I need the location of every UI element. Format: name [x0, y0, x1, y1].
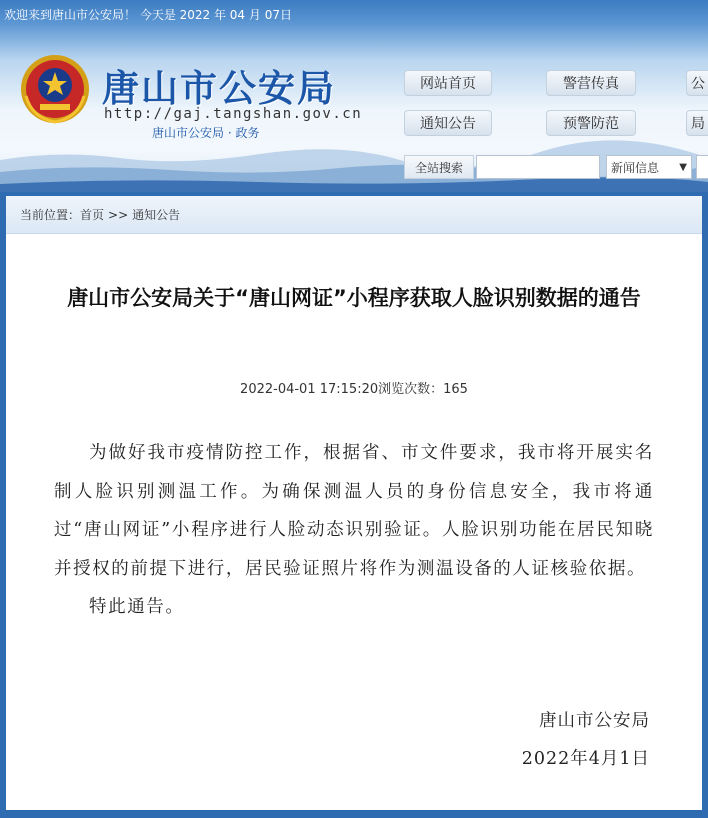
main-content — [6, 196, 702, 810]
article-paragraph: 特此通告。 — [89, 597, 185, 617]
search-category-value: 新闻信息 — [611, 160, 660, 175]
breadcrumb-separator: >> — [108, 207, 129, 222]
article-title: 唐山市公安局关于“唐山网证”小程序获取人脸识别数据的通告 — [67, 286, 641, 310]
nav-home[interactable]: 网站首页 — [404, 70, 492, 96]
breadcrumb-current[interactable]: 通知公告 — [132, 208, 181, 222]
chevron-down-icon: ▼ — [679, 161, 687, 173]
search-label: 全站搜索 — [404, 155, 474, 179]
nav-public[interactable]: 公 — [686, 70, 708, 96]
search-button[interactable] — [696, 155, 708, 179]
article-paragraph: 为做好我市疫情防控工作，根据省、市文件要求，我市将开展实名制人脸识别测温工作。为确保测温人员的身份信息安全，我市将通过“唐山网证”小程序进行人脸动态识别验证。人脸识别功能在居民知晓并授权的前提下进行，居民验证照片将作为测温设备的人证核验依据。 — [54, 443, 654, 579]
site-header — [0, 0, 708, 192]
nav-early-warning[interactable]: 预警防范 — [546, 110, 636, 136]
site-title[interactable]: 唐山市公安局 — [102, 67, 336, 110]
site-subtitle: 唐山市公安局 · 政务 — [152, 126, 260, 140]
nav-police-fax[interactable]: 警营传真 — [546, 70, 636, 96]
article-meta: 2022-04-01 17:15:20浏览次数：165 — [240, 382, 468, 397]
search-input[interactable] — [476, 155, 600, 179]
nav-notices[interactable]: 通知公告 — [404, 110, 492, 136]
signature-org: 唐山市公安局 — [539, 711, 650, 731]
breadcrumb — [6, 196, 702, 234]
site-search — [404, 155, 708, 181]
nav-bureau[interactable]: 局 — [686, 110, 708, 136]
breadcrumb-prefix: 当前位置： — [20, 208, 81, 222]
police-emblem-icon — [18, 52, 92, 126]
site-url: http://gaj.tangshan.gov.cn — [104, 106, 363, 122]
welcome-message: 欢迎来到唐山市公安局！ 今天是 2022 年 04 月 07日 — [4, 8, 292, 22]
article-body — [54, 434, 654, 627]
breadcrumb-home[interactable]: 首页 — [80, 208, 105, 222]
signature-date: 2022年4月1日 — [521, 749, 650, 769]
search-category-select[interactable] — [606, 155, 692, 179]
article-signature — [522, 702, 650, 778]
